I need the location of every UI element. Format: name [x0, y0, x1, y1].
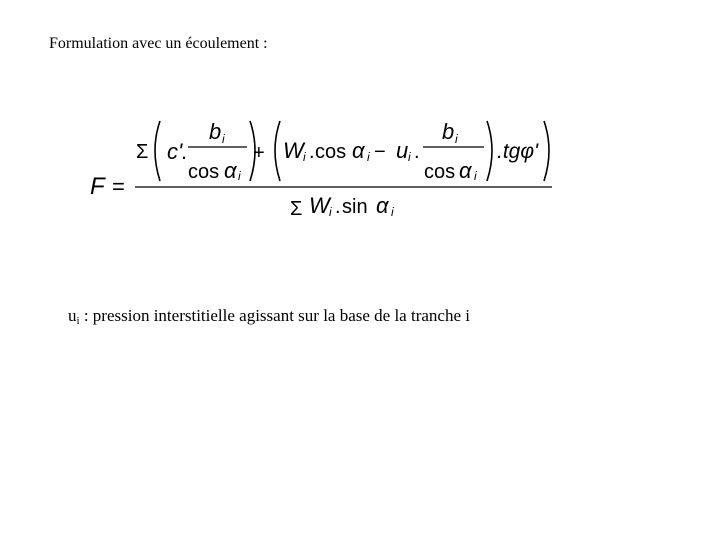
term-u-dot: . [414, 141, 420, 163]
note-text: : pression interstitielle agissant sur la base de la tranche i [79, 306, 470, 325]
frac2-b: b [442, 119, 455, 144]
term-alpha: α [352, 138, 365, 163]
denom-dot: . [335, 196, 341, 218]
term-w-dot: . [309, 141, 315, 163]
term-w: W [283, 138, 304, 163]
frac1-alpha-sub: i [238, 169, 241, 183]
denom-w: W [309, 193, 330, 218]
denom-w-sub: i [329, 205, 332, 219]
frac1-cos: cos [188, 161, 220, 183]
term-c-prime: c' [167, 139, 183, 164]
numerator-sum-symbol: Σ [136, 141, 149, 163]
frac2-alpha: α [459, 158, 472, 183]
frac2-alpha-sub: i [474, 169, 477, 183]
term-alpha-sub: i [367, 150, 370, 164]
term-cos: cos [315, 141, 347, 163]
term-w-sub: i [303, 150, 306, 164]
term-tg-phi: .tgφ' [497, 140, 539, 163]
plus-sign: + [253, 142, 265, 164]
formula-lhs: F [90, 173, 105, 200]
denom-sin: sin [342, 196, 368, 218]
frac2-cos: cos [424, 161, 456, 183]
note-subscript: i [76, 315, 80, 327]
frac1-b-sub: i [222, 132, 225, 146]
term-u: u [396, 138, 409, 163]
frac2-b-sub: i [455, 132, 458, 146]
denom-alpha-sub: i [391, 205, 394, 219]
slide-heading: Formulation avec un écoulement : [49, 35, 268, 52]
left-paren-2 [275, 121, 280, 181]
right-paren-2 [487, 121, 492, 181]
frac1-b: b [209, 119, 222, 144]
pore-pressure-definition [68, 306, 470, 327]
denominator-sum-symbol: Σ [290, 198, 303, 220]
denom-alpha: α [376, 193, 389, 218]
formula-equals: = [112, 174, 125, 199]
minus-sign: − [374, 141, 386, 163]
note-symbol: u [68, 306, 77, 325]
frac1-alpha: α [224, 158, 237, 183]
term-u-sub: i [408, 150, 411, 164]
term-c-dot: . [181, 139, 188, 164]
right-paren-outer [544, 121, 549, 181]
left-paren-1 [155, 121, 160, 181]
